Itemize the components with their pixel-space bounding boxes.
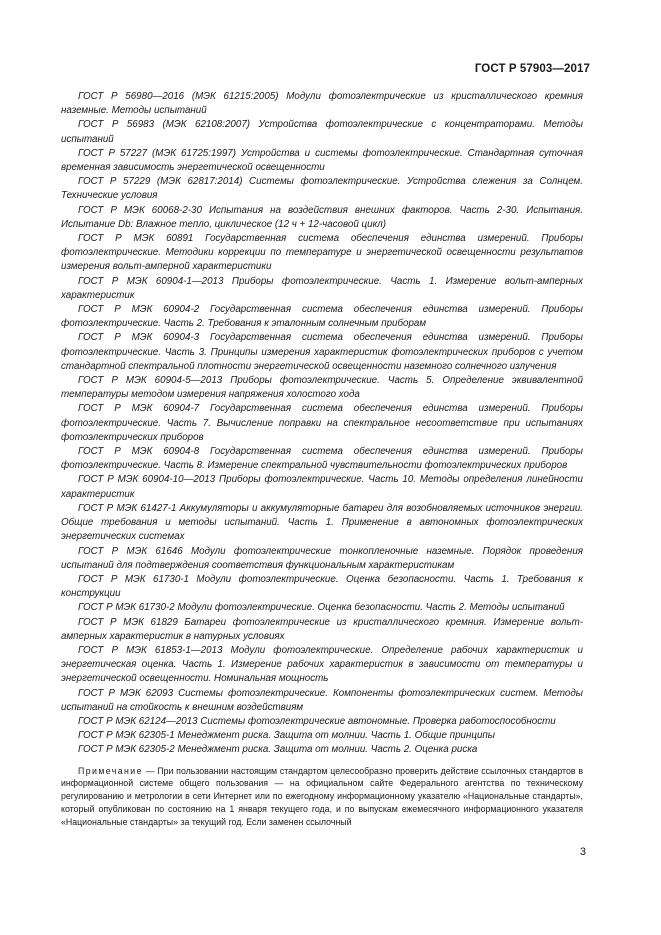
note-label: Примечание xyxy=(78,765,143,776)
reference-item: ГОСТ Р МЭК 60068-2-30 Испытания на воздействия внешних факторов. Часть 2-30. Испытания. Испытание Db: Влажное тепло, циклическое (12 ч + 12-часовой цикл) xyxy=(61,204,583,230)
reference-item: ГОСТ Р МЭК 60904-7 Государственная система обеспечения единства измерений. Приборы фотоэлектрические. Часть 7. Вычисление поправки на спектральное несоответствие при испытаниях фотоэлектрических приборов xyxy=(61,403,583,443)
reference-item: ГОСТ Р МЭК 60904-1—2013 Приборы фотоэлектрические. Часть 1. Измерение вольт-амперных характеристик xyxy=(61,275,583,301)
reference-item: ГОСТ Р МЭК 60904-5—2013 Приборы фотоэлектрические. Часть 5. Определение эквивалентной температуры методом измерения напряжения холостого хода xyxy=(61,375,583,401)
page-number: 3 xyxy=(579,846,586,858)
reference-item: ГОСТ Р 57229 (МЭК 62817:2014) Системы фотоэлектрические. Устройства слежения за Солнцем. Технические условия xyxy=(61,176,583,202)
reference-item: ГОСТ Р МЭК 61646 Модули фотоэлектрические тонкопленочные наземные. Порядок проведения испытаний для подтверждения соответствия функциональным характеристикам xyxy=(61,545,583,571)
reference-item: ГОСТ Р 56983 (МЭК 62108:2007) Устройства фотоэлектрические с концентраторами. Методы испытаний xyxy=(61,119,583,145)
reference-item: ГОСТ Р 57227 (МЭК 61725:1997) Устройства и системы фотоэлектрические. Стандартная суточная временная зависимость энергетической освещенности xyxy=(61,147,583,174)
reference-item: ГОСТ Р МЭК 61829 Батареи фотоэлектрические из кристаллического кремния. Измерение вольт-амперных характеристик в натурных условиях xyxy=(61,616,583,642)
reference-item: ГОСТ Р МЭК 62305-1 Менеджмент риска. Защита от молнии. Часть 1. Общие принципы xyxy=(78,730,496,742)
normative-references-list xyxy=(61,90,583,829)
reference-item: ГОСТ Р МЭК 62093 Системы фотоэлектрические. Компоненты фотоэлектрических систем. Методы испытаний на стойкость к внешним воздействиям xyxy=(61,687,583,713)
reference-item: ГОСТ Р МЭК 60904-3 Государственная система обеспечения единства измерений. Приборы фотоэлектрические. Часть 3. Принципы измерения характеристик фотоэлектрических приборов с учетом стандартной спектральной плотности энергетической освещенности наземного солнечного излучения xyxy=(61,332,583,372)
note-text: — При пользовании настоящим стандартом целесообразно проверить действие ссылочных стандартов в информационной системе общего пользования — на официальном сайте Федерального агентства по техническому регулированию и метрологии в сети Интернет или по ежегодному информационному указателю «Национальные стандарты», который опубликован по состоянию на 1 января текущего года, и по выпускам ежемесячного информационного указателя «Национальные стандарты» за текущий год. Если заменен ссылочный xyxy=(61,765,583,828)
document-number: ГОСТ Р 57903—2017 xyxy=(474,63,590,75)
note-paragraph xyxy=(61,765,583,830)
reference-item: ГОСТ Р МЭК 62124—2013 Системы фотоэлектрические автономные. Проверка работоспособности xyxy=(78,715,556,727)
reference-item: ГОСТ Р МЭК 61730-1 Модули фотоэлектрические. Оценка безопасности. Часть 1. Требования к конструкции xyxy=(61,573,583,600)
reference-item: ГОСТ Р МЭК 60904-2 Государственная система обеспечения единства измерений. Приборы фотоэлектрические. Часть 2. Требования к эталонным солнечным приборам xyxy=(61,304,583,330)
reference-item: ГОСТ Р МЭК 60891 Государственная система обеспечения единства измерений. Приборы фотоэлектрические. Методики коррекции по температуре и энергетической освещенности результатов измерения вольт-амперной характеристики xyxy=(61,233,583,273)
reference-item: ГОСТ Р МЭК 60904-10—2013 Приборы фотоэлектрические. Часть 10. Методы определения линейности характеристик xyxy=(61,474,583,500)
reference-item: ГОСТ Р МЭК 60904-8 Государственная система обеспечения единства измерений. Приборы фотоэлектрические. Часть 8. Измерение спектральной чувствительности фотоэлектрических приборов xyxy=(61,446,583,472)
reference-item: ГОСТ Р 56980—2016 (МЭК 61215:2005) Модули фотоэлектрические из кристаллического кремния наземные. Методы испытаний xyxy=(61,91,583,117)
reference-item: ГОСТ Р МЭК 61730-2 Модули фотоэлектрические. Оценка безопасности. Часть 2. Методы испытаний xyxy=(78,602,565,614)
reference-item: ГОСТ Р МЭК 61853-1—2013 Модули фотоэлектрические. Определение рабочих характеристик и энергетическая оценка. Часть 1. Измерение рабочих характеристик в зависимости от температуры и энергетической освещенности. Номинальная мощность xyxy=(61,644,583,685)
reference-item: ГОСТ Р МЭК 61427-1 Аккумуляторы и аккумуляторные батареи для возобновляемых источников энергии. Общие требования и методы испытаний. Часть 1. Применение в автономных фотоэлектрических энергетических системах xyxy=(61,502,583,543)
reference-item: ГОСТ Р МЭК 62305-2 Менеджмент риска. Защита от молнии. Часть 2. Оценка риска xyxy=(78,744,478,756)
